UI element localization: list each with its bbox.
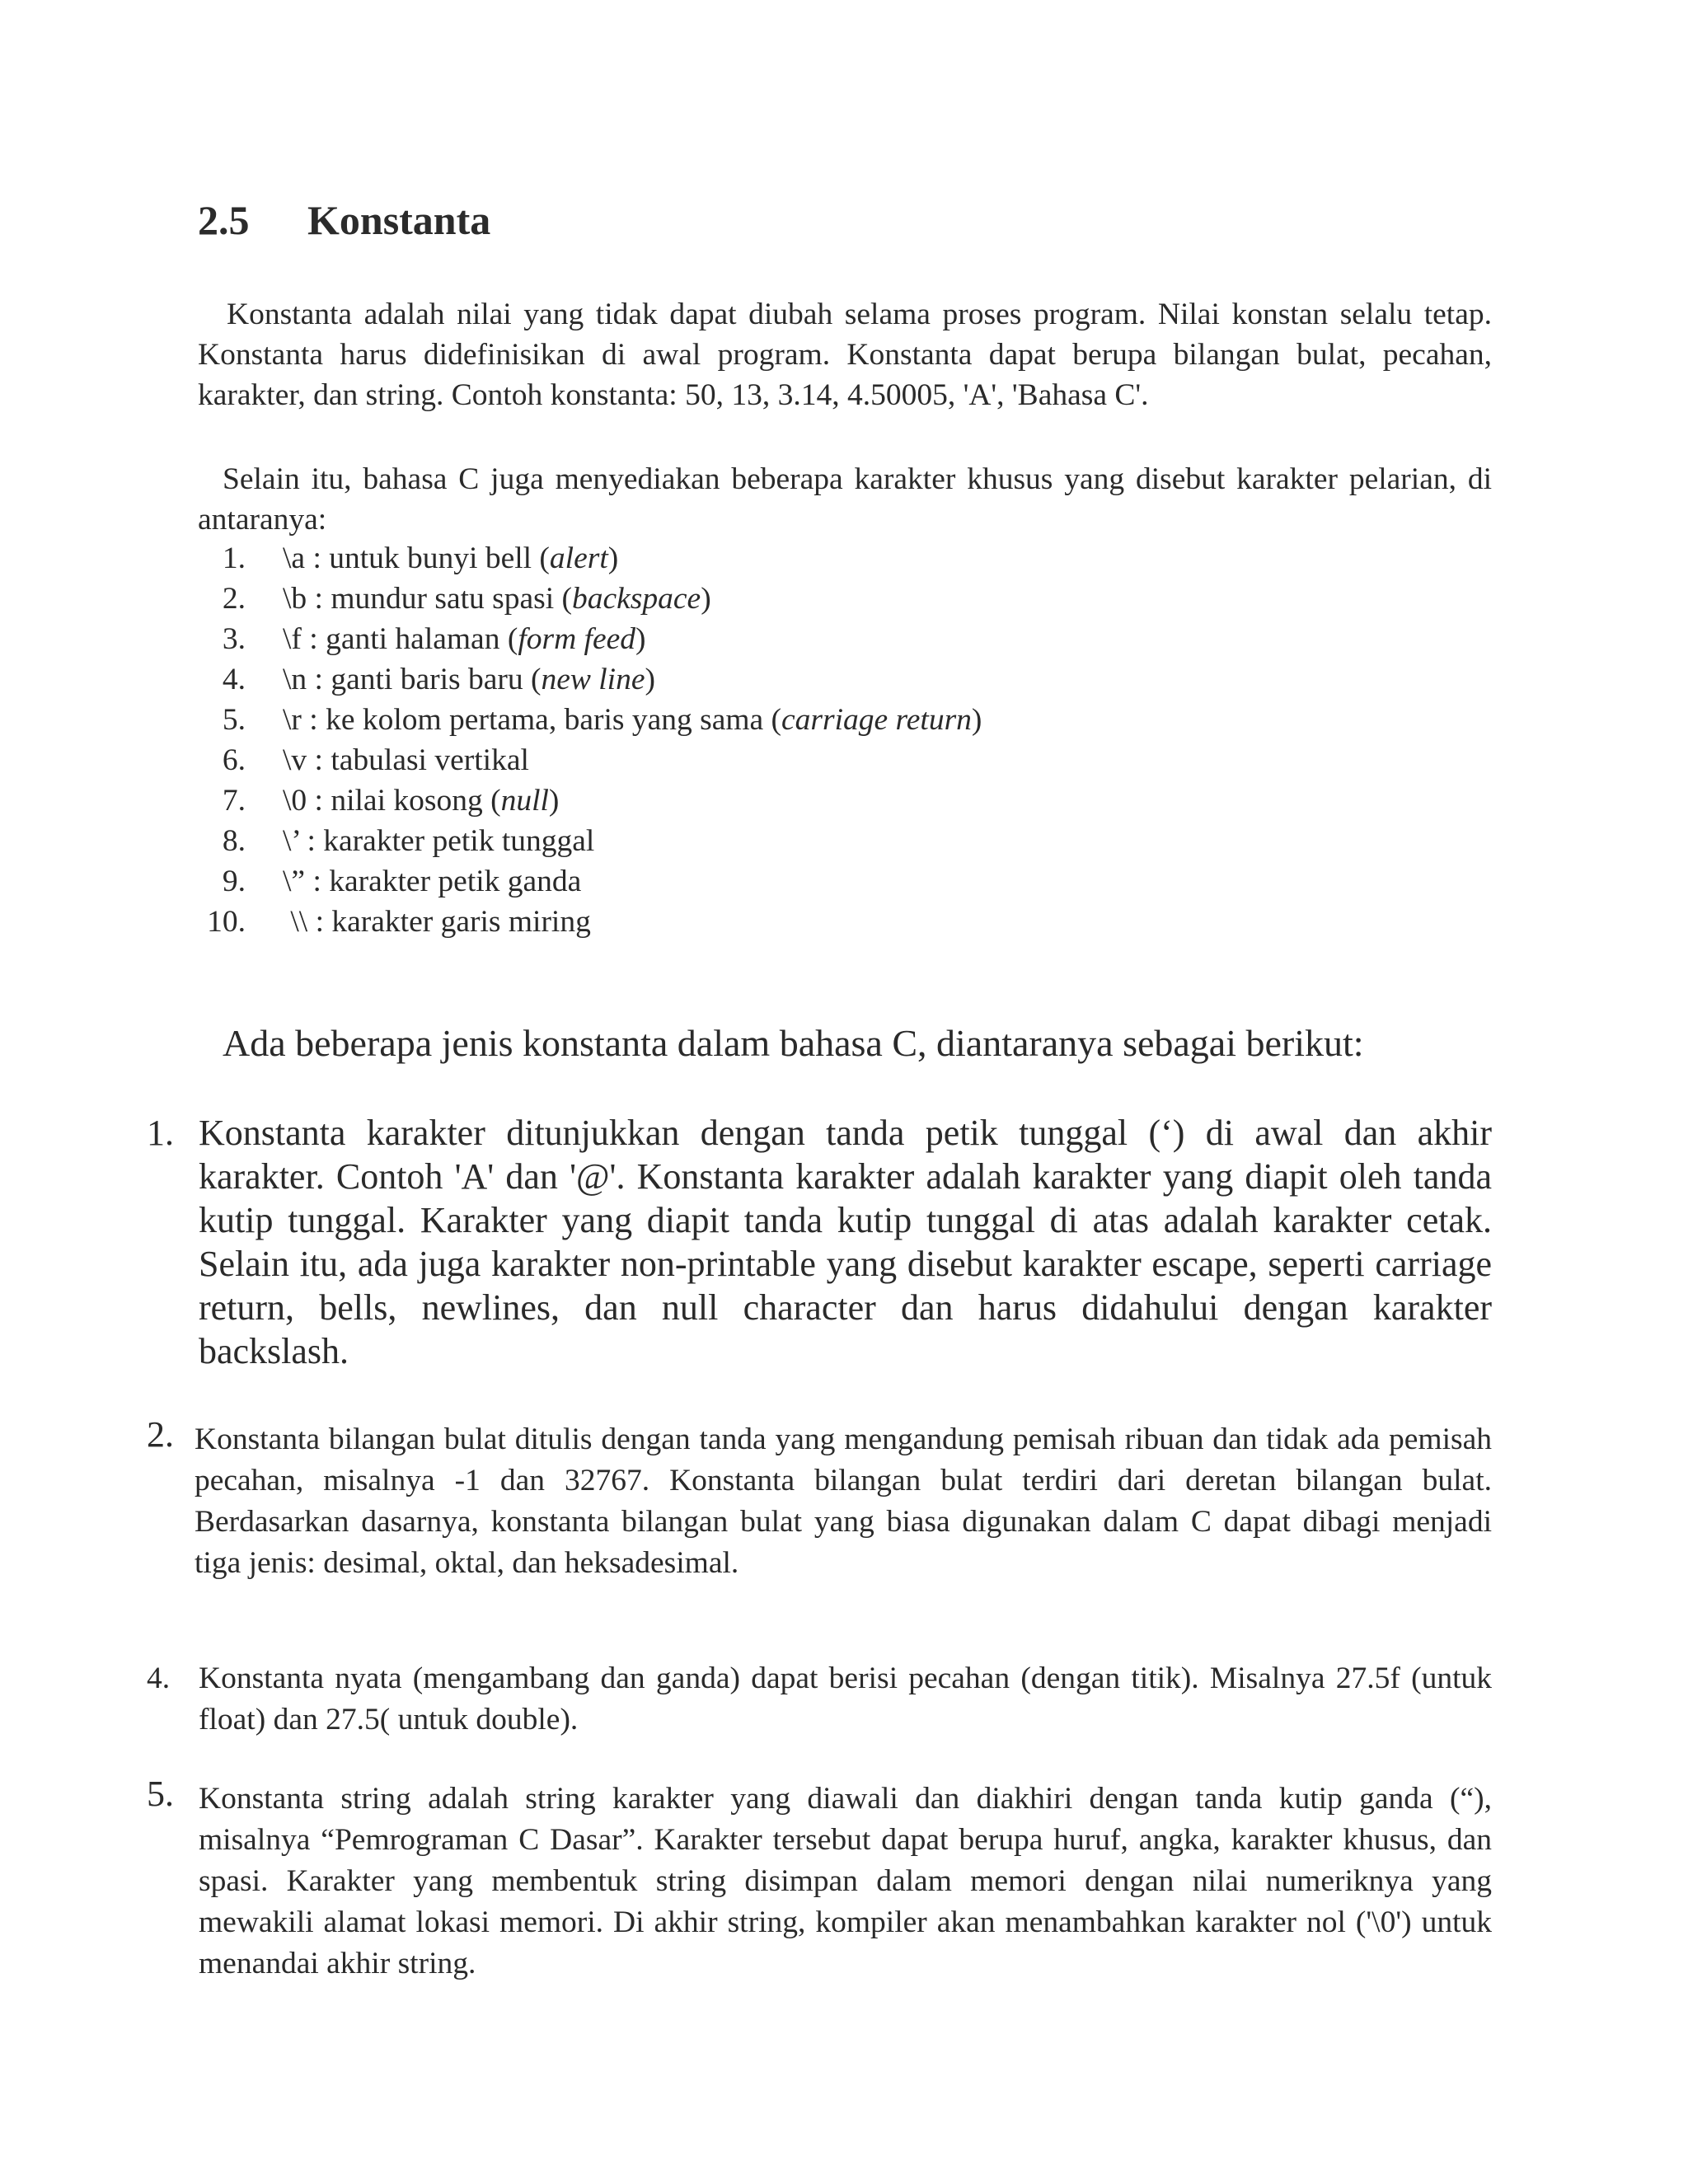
constant-type-real [147, 1658, 1492, 1741]
item-number: 1. [147, 1113, 174, 1153]
list-item: 3. \f : ganti halaman (form feed) [222, 622, 646, 656]
item-number: 4. [147, 1661, 171, 1695]
item-text: Konstanta string adalah string karakter yang diawali dan diakhiri dengan tanda kutip ganda (“), misalnya “Pemrograman C Dasar”. Karakter tersebut dapat berupa huruf, angka, karakter khusus, dan spasi. Karakter yang membentuk string disimpan dalam memori dengan nilai numeriknya yang mewakili alamat lokasi memori. Di akhir string, kompiler akan menambahkan karakter nol ('\0') untuk menandai akhir string. [199, 1782, 1492, 1980]
paragraph-definition: Konstanta adalah nilai yang tidak dapat diubah selama proses program. Nilai konstan selalu tetap. Konstanta harus didefinisikan di awal program. Konstanta dapat berupa bilangan bulat, pecahan, karakter, dan string. Contoh konstanta: 50, 13, 3.14, 4.50005, 'A', 'Bahasa C'. [198, 298, 1492, 412]
list-item: 8. \’ : karakter petik tunggal [222, 824, 595, 858]
list-item: 4. \n : ganti baris baru (new line) [222, 663, 655, 696]
section-title: Konstanta [307, 197, 491, 243]
list-item: 10. \\ : karakter garis miring [207, 905, 591, 939]
escape-character-list [198, 538, 1269, 942]
section-number: 2.5 [198, 197, 250, 243]
item-text: Konstanta bilangan bulat ditulis dengan tanda yang mengandung pemisah ribuan dan tidak ada pemisah pecahan, misalnya -1 dan 32767. Konstanta bilangan bulat terdiri dari deretan bilangan bulat. Berdasarkan dasarnya, konstanta bilangan bulat yang biasa digunakan dalam C dapat dibagi menjadi tiga jenis: desimal, oktal, dan heksadesimal. [195, 1422, 1492, 1580]
list-item: 6. \v : tabulasi vertikal [222, 743, 529, 777]
list-item: 2. \b : mundur satu spasi (backspace) [222, 582, 711, 616]
constant-type-integer [147, 1414, 1492, 1584]
list-item: 7. \0 : nilai kosong (null) [222, 784, 560, 818]
list-item: 9. \” : karakter petik ganda [222, 865, 582, 898]
list-item: 1. \a : untuk bunyi bell (alert) [222, 541, 619, 575]
types-intro: Ada beberapa jenis konstanta dalam bahasa C, diantaranya sebagai berikut: [223, 1022, 1364, 1064]
item-text: Konstanta nyata (mengambang dan ganda) dapat berisi pecahan (dengan titik). Misalnya 27.5f (untuk float) dan 27.5( untuk double). [199, 1661, 1492, 1736]
item-text: Konstanta karakter ditunjukkan dengan tanda petik tunggal (‘) di awal dan akhir karakter. Contoh 'A' dan '@'. Konstanta karakter adalah karakter yang diapit oleh tanda kutip tunggal. Karakter yang diapit tanda kutip tunggal di atas adalah karakter cetak. Selain itu, ada juga karakter non-printable yang disebut karakter escape, seperti carriage return, bells, newlines, dan null character dan harus didahului dengan karakter backslash. [199, 1113, 1492, 1371]
item-number: 2. [147, 1414, 174, 1455]
item-number: 5. [147, 1774, 174, 1814]
section-heading [198, 196, 490, 244]
constant-type-string [147, 1774, 1492, 1985]
paragraph-escape-intro: Selain itu, bahasa C juga menyediakan beberapa karakter khusus yang disebut karakter pelarian, di antaranya: [198, 462, 1492, 537]
constant-type-character [147, 1111, 1492, 1373]
list-item: 5. \r : ke kolom pertama, baris yang sama (carriage return) [222, 703, 982, 737]
